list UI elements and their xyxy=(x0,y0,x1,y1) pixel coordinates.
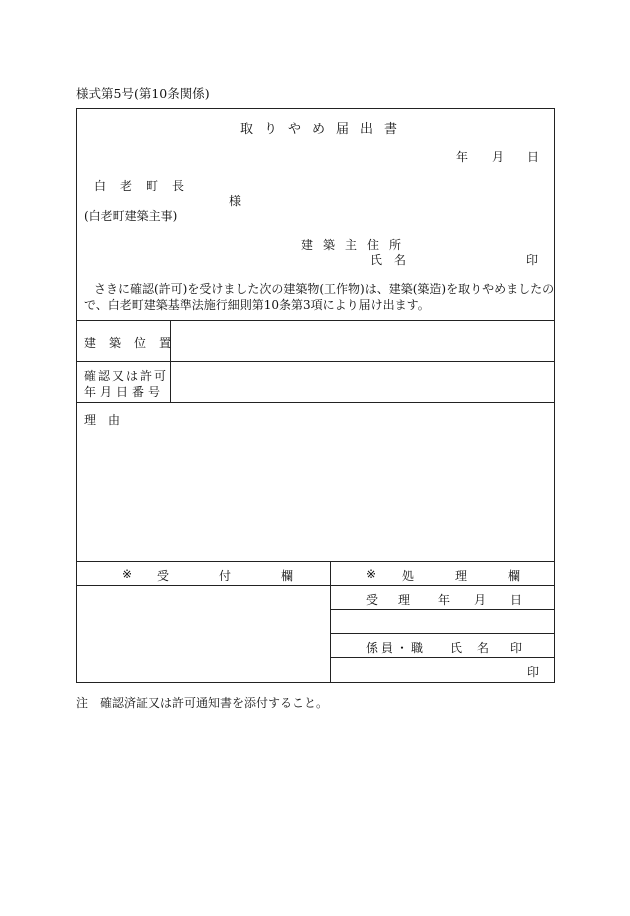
date-year: 年 xyxy=(456,150,469,164)
form-number-label: 様式第5号(第10条関係) xyxy=(76,86,210,101)
date-day: 日 xyxy=(527,150,540,164)
staff-seal-2: 印 xyxy=(527,665,540,679)
body-text-line1: さきに確認(許可)を受けました次の建築物(工作物)は、建築(築造)を取りやめましたの xyxy=(94,282,555,296)
rule-proc-3 xyxy=(330,657,555,658)
form-title xyxy=(240,118,409,137)
addressee-mayor: 白老町長 xyxy=(94,179,199,193)
rule-label-column xyxy=(170,320,171,402)
body-text-line2: で、白老町建築基準法施行細則第10条第3項により届け出ます。 xyxy=(84,298,430,312)
form-title-text: 取りやめ届出書 xyxy=(240,122,409,137)
received-day: 日 xyxy=(510,593,523,607)
rule-header-bottom xyxy=(76,585,555,586)
addressee-building-official: (白老町建築主事) xyxy=(84,209,178,223)
owner-address-label: 建築主住所 xyxy=(301,238,412,252)
rule-proc-1 xyxy=(330,609,555,610)
confirm-label-line1: 確認又は許可 xyxy=(84,369,169,383)
owner-name-label: 氏名 xyxy=(370,253,419,267)
staff-name-label: 氏名 xyxy=(450,641,505,655)
date-month: 月 xyxy=(492,150,505,164)
rule-location xyxy=(76,361,555,362)
received-label: 受理 xyxy=(366,593,431,607)
processing-header-label: 処理欄 xyxy=(402,569,562,583)
rule-reason xyxy=(76,561,555,562)
rule-top-section xyxy=(76,320,555,321)
rule-proc-2 xyxy=(330,633,555,634)
rule-confirm xyxy=(76,402,555,403)
staff-seal-1: 印 xyxy=(510,641,523,655)
received-year: 年 xyxy=(438,593,451,607)
received-month: 月 xyxy=(474,593,487,607)
owner-seal: 印 xyxy=(526,253,539,267)
processing-header-mark: ※ xyxy=(366,567,377,581)
confirm-label-line2: 年月日番号 xyxy=(84,385,165,399)
addressee-sama: 様 xyxy=(229,194,242,208)
staff-label: 係員・職 xyxy=(366,641,427,655)
reception-header-mark: ※ xyxy=(122,567,133,581)
reception-header-label: 受付欄 xyxy=(157,569,344,583)
location-label: 建築位置 xyxy=(84,336,185,350)
reason-label: 理由 xyxy=(84,413,133,427)
footnote: 注 確認済証又は許可通知書を添付すること。 xyxy=(76,696,329,710)
